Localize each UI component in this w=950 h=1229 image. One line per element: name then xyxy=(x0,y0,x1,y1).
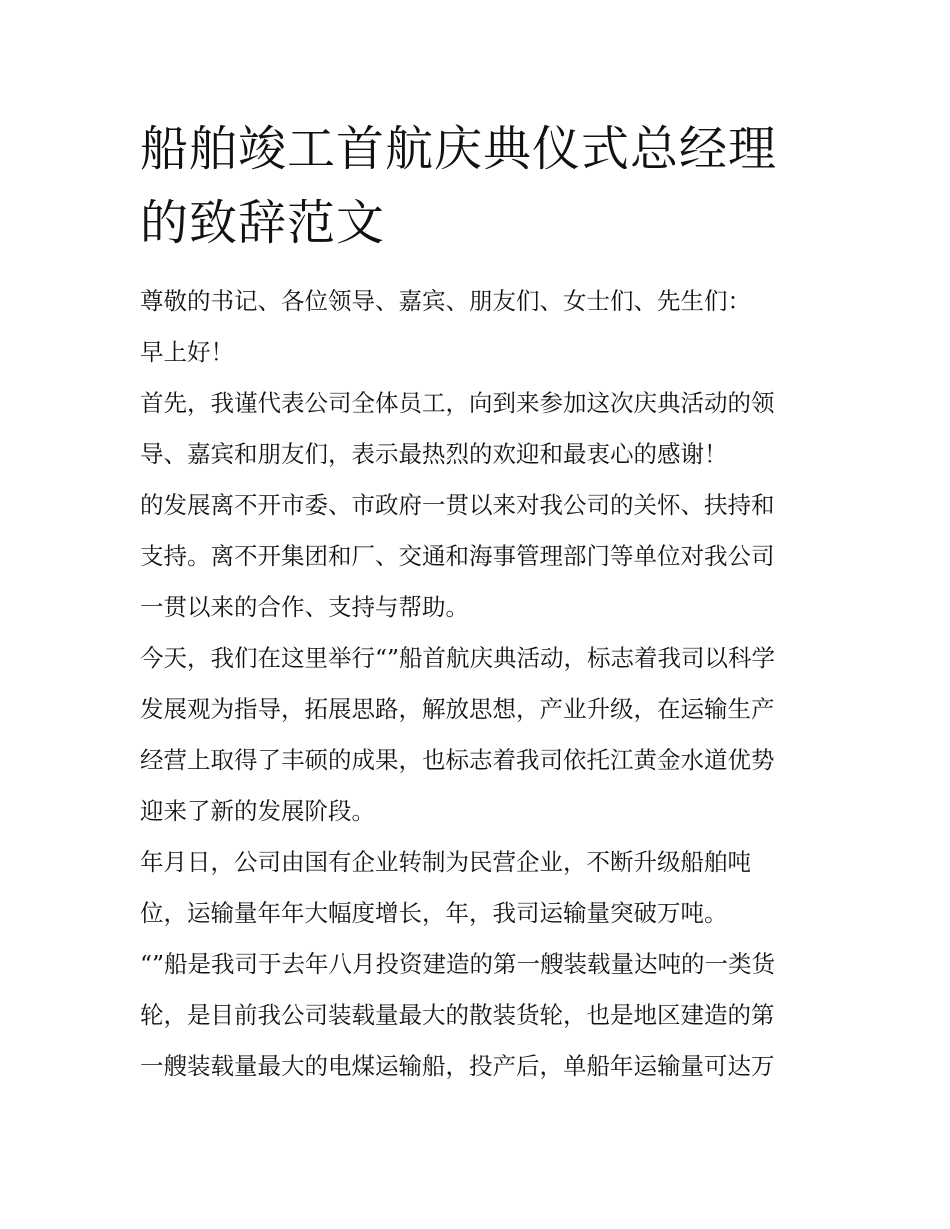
support-paragraph xyxy=(140,480,820,633)
history-paragraph xyxy=(140,837,820,939)
text-line: 发展观为指导，拓展思路，解放思想，产业升级，在运输生产 xyxy=(140,695,775,723)
text-line: 首先，我谨代表公司全体员工，向到来参加这次庆典活动的领 xyxy=(140,389,775,417)
text-line: 尊敬的书记、各位领导、嘉宾、朋友们、女士们、先生们： xyxy=(140,287,751,315)
document-body xyxy=(140,276,820,1092)
text-line: 一贯以来的合作、支持与帮助。 xyxy=(140,593,469,621)
text-line: 的发展离不开市委、市政府一贯以来对我公司的关怀、扶持和 xyxy=(140,491,775,519)
salutation-paragraph xyxy=(140,276,820,327)
document-title xyxy=(140,112,820,260)
text-line: 位，运输量年年大幅度增长，年，我司运输量突破万吨。 xyxy=(140,899,728,927)
text-line: 导、嘉宾和朋友们，表示最热烈的欢迎和最衷心的感谢！ xyxy=(140,440,728,468)
text-line: 一艘装载量最大的电煤运输船，投产后，单船年运输量可达万 xyxy=(140,1052,775,1080)
ceremony-paragraph xyxy=(140,633,820,837)
text-line: 今天，我们在这里举行“”船首航庆典活动，标志着我司以科学 xyxy=(140,644,776,672)
title-line: 船舶竣工首航庆典仪式总经理 xyxy=(140,121,778,177)
ship-paragraph xyxy=(140,939,820,1092)
text-line: 经营上取得了丰硕的成果，也标志着我司依托江黄金水道优势 xyxy=(140,746,775,774)
text-line: “”船是我司于去年八月投资建造的第一艘装载量达吨的一类货 xyxy=(140,950,776,978)
welcome-paragraph xyxy=(140,378,820,480)
text-line: 早上好！ xyxy=(140,338,234,366)
greeting-paragraph xyxy=(140,327,820,378)
text-line: 年月日，公司由国有企业转制为民营企业，不断升级船舶吨 xyxy=(140,848,751,876)
text-line: 迎来了新的发展阶段。 xyxy=(140,797,375,825)
text-line: 支持。离不开集团和厂、交通和海事管理部门等单位对我公司 xyxy=(140,542,775,570)
title-line: 的致辞范文 xyxy=(140,195,386,251)
text-line: 轮，是目前我公司装载量最大的散装货轮，也是地区建造的第 xyxy=(140,1001,775,1029)
